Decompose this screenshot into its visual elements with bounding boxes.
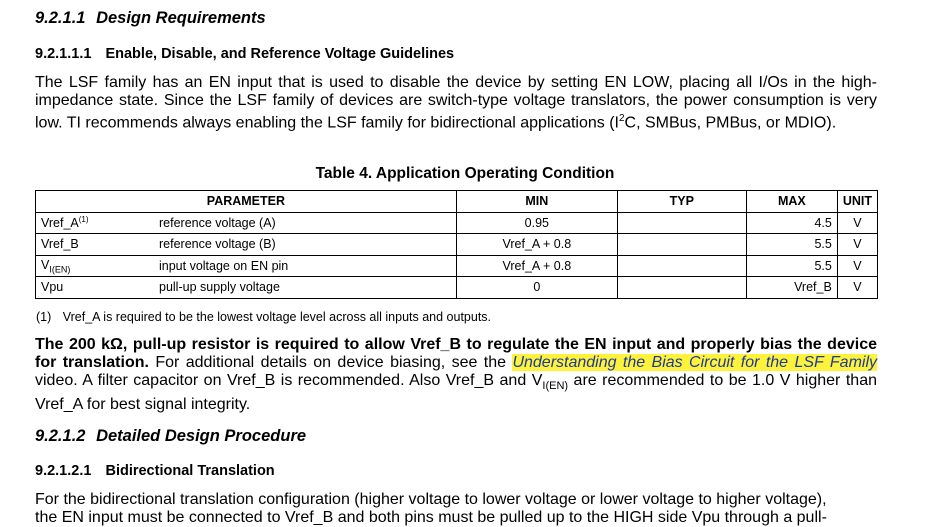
section-number: 9.2.1.2.1 — [35, 463, 92, 479]
header-parameter: PARAMETER — [36, 191, 457, 213]
paragraph-line: the EN input must be connected to Vref_B and both pins must be pulled up to the HIGH side Vpu through a pull- — [35, 509, 827, 527]
footnote-ref: (1) — [78, 215, 89, 225]
cell-unit: V — [837, 255, 877, 277]
table-caption: Table 4. Application Operating Condition — [315, 165, 615, 182]
section-number: 9.2.1.2 — [35, 427, 86, 445]
table-row — [36, 234, 878, 256]
bold-statement: The 200 kΩ, pull-up resistor is required to allow Vref_B to regulate the EN input and properly bias the device for translation. — [35, 336, 877, 372]
table-header-row — [36, 191, 878, 213]
header-min: MIN — [456, 191, 617, 213]
symbol-text: V — [41, 257, 50, 272]
cell-unit: V — [837, 277, 877, 299]
footnote-text: Vref_A is required to be the lowest voltage level across all inputs and outputs. — [62, 310, 492, 324]
table-row — [36, 212, 878, 234]
symbol-text: Vref_B — [41, 237, 79, 252]
paragraph-text: C, SMBus, PMBus, or MDIO). — [624, 114, 837, 132]
cell-min: Vref_A + 0.8 — [456, 234, 617, 256]
symbol-subscript: I(EN) — [49, 264, 71, 274]
cell-typ — [617, 212, 746, 234]
cell-max: Vref_B — [746, 277, 837, 299]
section-title: Detailed Design Procedure — [96, 427, 307, 445]
subsection-heading-bidirectional — [35, 463, 275, 479]
operating-conditions-table — [35, 190, 878, 299]
header-max: MAX — [746, 191, 837, 213]
subsection-heading-enable-guidelines — [35, 46, 454, 62]
cell-max: 5.5 — [746, 255, 837, 277]
paragraph-text: video. A filter capacitor on Vref_B is recommended. Also Vref_B and V — [35, 372, 543, 390]
cell-typ — [617, 234, 746, 256]
cell-min: Vref_A + 0.8 — [456, 255, 617, 277]
cell-unit: V — [837, 212, 877, 234]
cell-max: 4.5 — [746, 212, 837, 234]
table-footnote — [36, 310, 491, 324]
section-number: 9.2.1.1.1 — [35, 46, 92, 62]
section-title: Bidirectional Translation — [105, 463, 275, 479]
cell-typ — [617, 277, 746, 299]
paragraph-line: For the bidirectional translation configuration (higher voltage to lower voltage or lower voltage to higher voltage), — [35, 491, 827, 508]
cell-description: reference voltage (B) — [154, 234, 456, 256]
cell-symbol — [36, 212, 155, 234]
cell-min: 0 — [456, 277, 617, 299]
section-title: Design Requirements — [96, 9, 266, 27]
bias-circuit-video-link[interactable]: Understanding the Bias Circuit for the LSF Family — [512, 354, 878, 372]
subscript: I(EN) — [542, 380, 569, 393]
symbol-text: Vref_A — [41, 216, 79, 231]
section-number: 9.2.1.1 — [35, 9, 86, 27]
cell-typ — [617, 255, 746, 277]
cell-max: 5.5 — [746, 234, 837, 256]
footnote-mark: (1) — [36, 310, 52, 324]
header-typ: TYP — [617, 191, 746, 213]
cell-unit: V — [837, 234, 877, 256]
cell-symbol — [36, 277, 155, 299]
paragraph-bidirectional — [35, 491, 877, 527]
cell-description: reference voltage (A) — [154, 212, 456, 234]
paragraph-text: The LSF family has an EN input that is used to disable the device by setting EN LOW, placing all I/Os in the high-impedance state. Since the LSF family of devices are switch-type voltage translators, the power consumption is very low. TI recommends always enabling the LSF family for bidirectional applications (I — [35, 74, 877, 132]
cell-min: 0.95 — [456, 212, 617, 234]
section-heading-detailed-design — [35, 427, 306, 446]
superscript: 2 — [618, 113, 625, 125]
section-title: Enable, Disable, and Reference Voltage Guidelines — [105, 46, 455, 62]
cell-symbol — [36, 255, 155, 277]
cell-symbol — [36, 234, 155, 256]
section-heading-design-requirements — [35, 9, 266, 28]
symbol-text: Vpu — [41, 280, 64, 295]
paragraph-enable-description — [35, 74, 877, 133]
paragraph-text: are recommended to be 1.0 V higher than Vref_A for best signal integrity. — [35, 372, 877, 413]
paragraph-pullup-resistor — [35, 336, 877, 414]
paragraph-text: For additional details on device biasing, see the — [148, 354, 513, 372]
cell-description: input voltage on EN pin — [154, 255, 456, 277]
header-unit: UNIT — [837, 191, 877, 213]
table-row — [36, 277, 878, 299]
cell-description: pull-up supply voltage — [154, 277, 456, 299]
table-row — [36, 255, 878, 277]
